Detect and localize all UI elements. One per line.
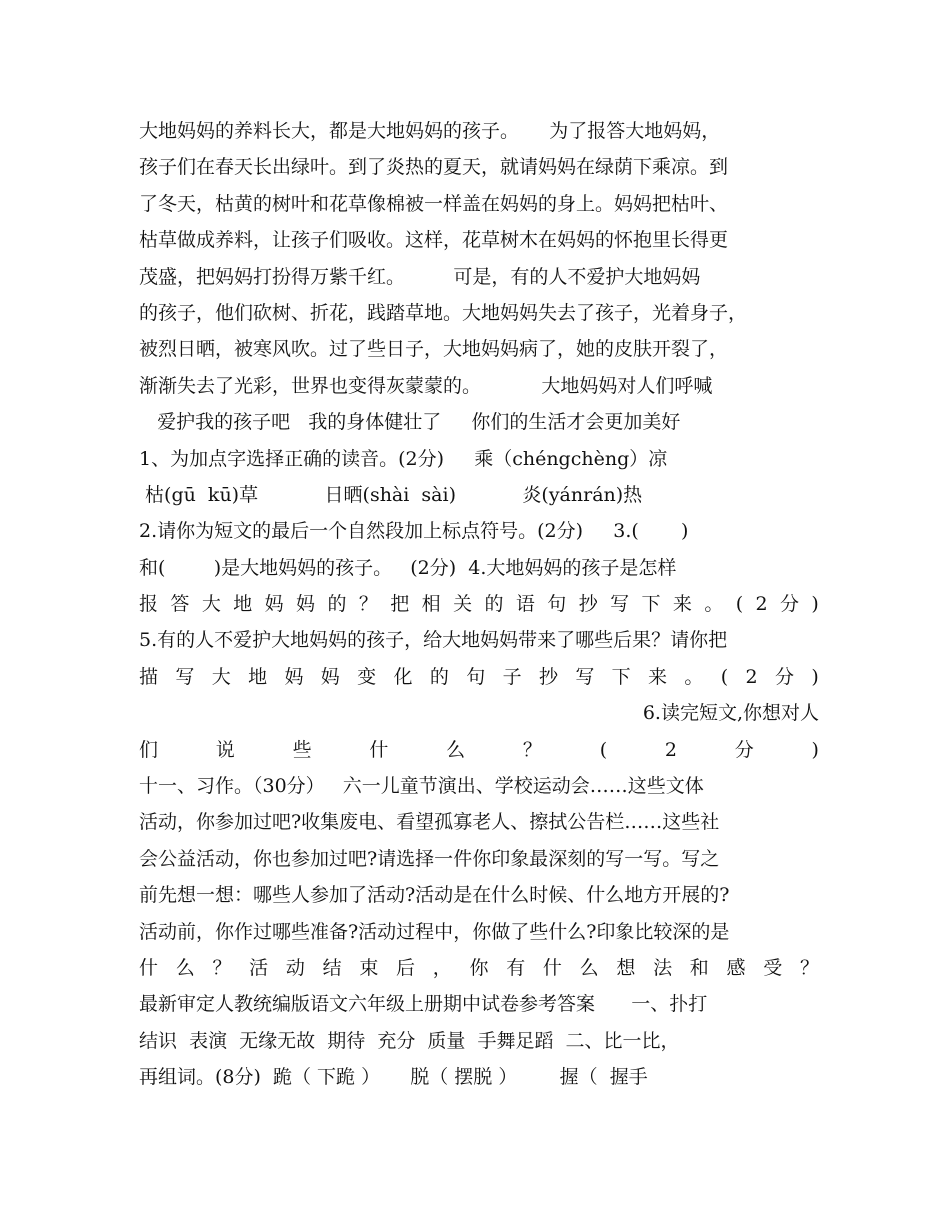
text-char: 相 xyxy=(421,593,441,616)
text-line: 前先想一想：哪些人参加了活动?活动是在什么时候、什么地方开展的? xyxy=(139,884,730,907)
text-char: ？ xyxy=(358,593,378,616)
text-char: 。 xyxy=(704,593,724,616)
text-char: ) xyxy=(811,593,819,616)
text-char: 们 xyxy=(139,738,159,761)
text-line: 再组词。(8分) 跪（ 下跪 ） 脱（ 摆脱 ） 握（ 握手 xyxy=(139,1066,648,1089)
text-char: 报 xyxy=(139,593,159,616)
text-char: 写 xyxy=(575,665,595,688)
text-char: 把 xyxy=(390,593,410,616)
text-char: 妈 xyxy=(264,593,284,616)
text-char: 活 xyxy=(249,956,269,979)
text-char: 些 xyxy=(292,738,312,761)
text-char: 分 xyxy=(774,665,794,688)
text-char: 么 xyxy=(579,956,599,979)
text-line: 大地妈妈的养料长大，都是大地妈妈的孩子。 为了报答大地妈妈， xyxy=(139,120,721,142)
text-char: 么 xyxy=(175,956,195,979)
text-char: ？ xyxy=(522,738,542,761)
text-char: 什 xyxy=(542,956,562,979)
text-char: 关 xyxy=(453,593,473,616)
text-char: 子 xyxy=(502,665,522,688)
text-char: 句 xyxy=(547,593,567,616)
text-char: 2 xyxy=(664,738,677,761)
text-line: 枯草做成养料，让孩子们吸收。这样，花草树木在妈妈的怀抱里长得更 xyxy=(139,229,729,252)
exam-text xyxy=(139,113,819,1096)
text-char: 来 xyxy=(648,665,668,688)
text-line: 和( )是大地妈妈的孩子。 (2分) 4.大地妈妈的孩子是怎样 xyxy=(139,556,677,579)
text-line: 被烈日晒，被寒风吹。过了些日子，大地妈妈病了，她的皮肤开裂了， xyxy=(139,338,729,361)
text-char: 写 xyxy=(175,665,195,688)
text-char: 下 xyxy=(641,593,661,616)
text-char: 想 xyxy=(616,956,636,979)
text-char: 2 xyxy=(745,665,758,688)
text-char: 抄 xyxy=(578,593,598,616)
text-line-right: 6.读完短文,你想对人 xyxy=(642,702,819,725)
text-char: 么 xyxy=(446,738,466,761)
text-line: 活动前，你作过哪些准备?活动过程中，你做了些什么?印象比较深的是 xyxy=(139,920,730,943)
text-line: 的孩子，他们砍树、折花，践踏草地。大地妈妈失去了孩子，光着身子， xyxy=(139,301,748,324)
text-line: 渐渐失去了光彩，世界也变得灰蒙蒙的。 大地妈妈对人们呼喊 xyxy=(139,374,713,397)
text-line: 枯(gū kū)草 日晒(shài sài) 炎(yánrán)热 xyxy=(139,483,643,506)
text-char: 妈 xyxy=(284,665,304,688)
text-line-justified xyxy=(139,659,819,695)
text-char: ( xyxy=(735,593,744,616)
text-char: 变 xyxy=(357,665,377,688)
text-char: 地 xyxy=(233,593,253,616)
text-char: 描 xyxy=(139,665,159,688)
text-char: 来 xyxy=(672,593,692,616)
text-char: ) xyxy=(811,665,819,688)
text-char: 束 xyxy=(359,956,379,979)
text-line: 活动，你参加过吧?收集废电、看望孤寡老人、擦拭公告栏……这些社 xyxy=(139,811,720,834)
text-char: 抄 xyxy=(538,665,558,688)
text-char: 分 xyxy=(780,593,800,616)
text-char: 下 xyxy=(611,665,631,688)
text-line-justified xyxy=(139,586,819,622)
text-char: 写 xyxy=(610,593,630,616)
text-char: 有 xyxy=(506,956,526,979)
text-char: 什 xyxy=(369,738,389,761)
text-char: 答 xyxy=(170,593,190,616)
text-char: ) xyxy=(811,738,819,761)
text-char: 语 xyxy=(515,593,535,616)
text-char: ( xyxy=(720,665,729,688)
text-line: 结识 表演 无缘无故 期待 充分 质量 手舞足蹈 二、比一比， xyxy=(139,1029,680,1052)
text-line: 2.请你为短文的最后一个自然段加上标点符号。(2分) 3.( ) xyxy=(139,520,689,543)
text-char: 地 xyxy=(248,665,268,688)
text-char: 大 xyxy=(211,665,231,688)
text-char: 什 xyxy=(139,956,159,979)
text-line: 孩子们在春天长出绿叶。到了炎热的夏天，就请妈妈在绿荫下乘凉。到 xyxy=(139,156,729,179)
text-char: 结 xyxy=(322,956,342,979)
text-char: ？ xyxy=(212,956,232,979)
text-char: 句 xyxy=(466,665,486,688)
text-char: 2 xyxy=(755,593,768,616)
text-char: 妈 xyxy=(296,593,316,616)
text-char: ， xyxy=(432,956,452,979)
text-line: 会公益活动，你也参加过吧?请选择一件你印象最深刻的写一写。写之 xyxy=(139,847,720,870)
text-line: 5.有的人不爱护大地妈妈的孩子，给大地妈妈带来了哪些后果？请你把 xyxy=(139,629,728,652)
text-char: 的 xyxy=(484,593,504,616)
text-line-justified xyxy=(139,950,819,986)
text-line: 爱护我的孩子吧 我的身体健壮了 你们的生活才会更加美好 xyxy=(139,411,681,434)
text-char: 你 xyxy=(469,956,489,979)
text-char: 的 xyxy=(327,593,347,616)
text-char: 后 xyxy=(396,956,416,979)
text-line: 最新审定人教统编版语文六年级上册期中试卷参考答案 一、扑打 xyxy=(139,993,708,1016)
text-char: 化 xyxy=(393,665,413,688)
text-char: 大 xyxy=(201,593,221,616)
text-char: 受 xyxy=(763,956,783,979)
text-char: 和 xyxy=(689,956,709,979)
text-char: 。 xyxy=(684,665,704,688)
text-line: 了冬天，枯黄的树叶和花草像棉被一样盖在妈妈的身上。妈妈把枯叶、 xyxy=(139,192,729,215)
text-char: ？ xyxy=(799,956,819,979)
text-char: 的 xyxy=(429,665,449,688)
text-line: 1、为加点字选择正确的读音。(2分) 乘（chéngchèng）凉 xyxy=(139,447,668,470)
text-char: ( xyxy=(599,738,608,761)
text-line-justified xyxy=(139,732,819,768)
text-char: 说 xyxy=(215,738,235,761)
text-char: 分 xyxy=(734,738,754,761)
text-char: 法 xyxy=(653,956,673,979)
text-line: 茂盛，把妈妈打扮得万紫千红。 可是，有的人不爱护大地妈妈 xyxy=(139,265,701,288)
text-char: 感 xyxy=(726,956,746,979)
text-char: 妈 xyxy=(320,665,340,688)
text-char: 动 xyxy=(285,956,305,979)
text-line: 十一、习作。（30分） 六一儿童节演出、学校运动会……这些文体 xyxy=(139,775,704,798)
